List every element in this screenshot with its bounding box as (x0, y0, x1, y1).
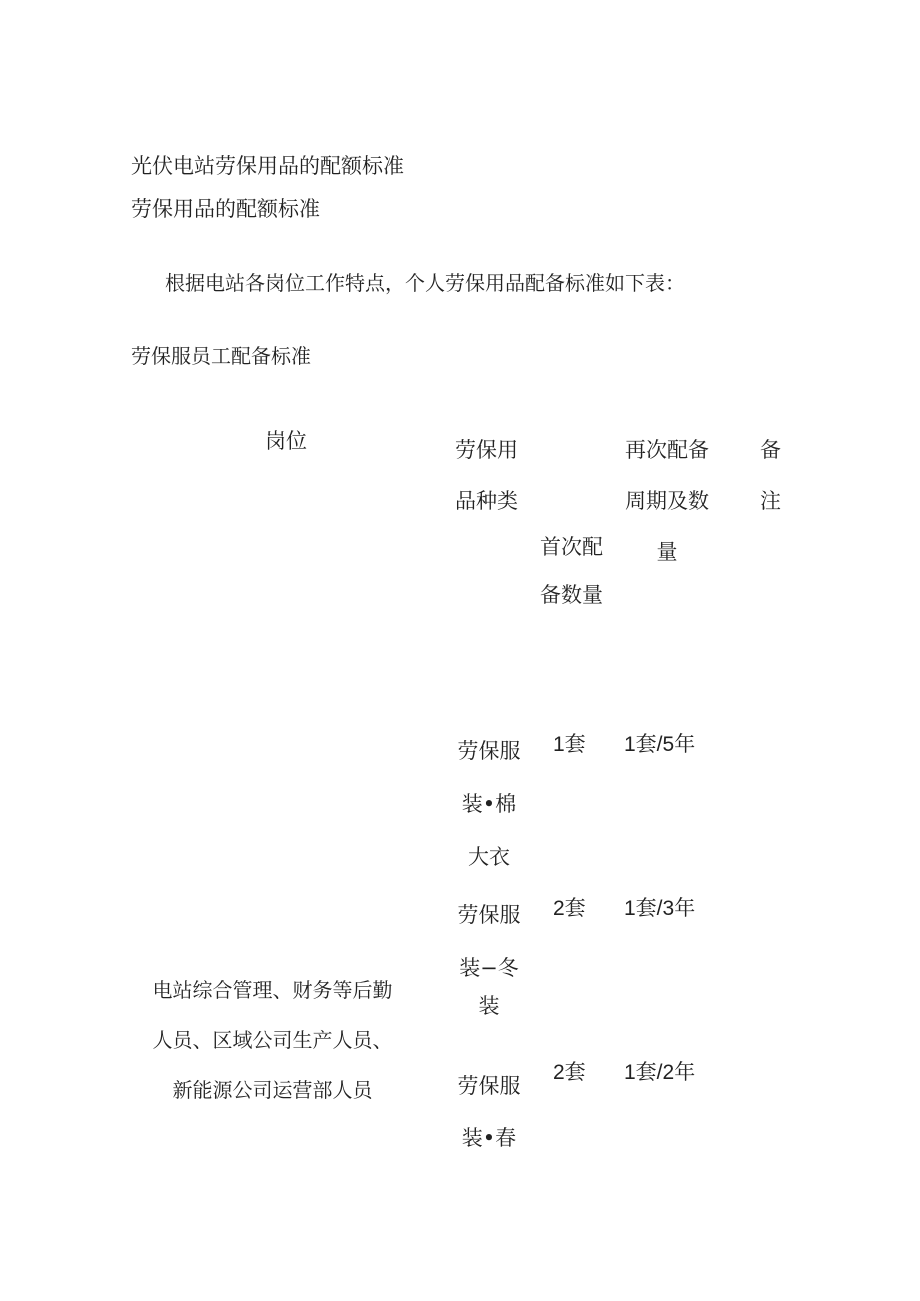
row-1-first-quantity: 1套 (553, 733, 586, 756)
intro-paragraph: 根据电站各岗位工作特点，个人劳保用品配备标准如下表： (165, 271, 685, 295)
row-1-item-type (456, 725, 522, 884)
row-1-item-type-line: 大衣 (468, 845, 510, 869)
header-first-quantity-line2: 备数量 (540, 583, 603, 607)
row-2-item-type-line: 装−冬 (459, 956, 519, 980)
header-note (760, 425, 781, 527)
header-note-line1: 备 (760, 438, 781, 462)
header-post: 岗位 (265, 429, 307, 453)
row-3-replacement-cycle: 1套/2年 (624, 1061, 696, 1084)
row-2-item-type-line: 装 (478, 994, 500, 1018)
row-2-first-quantity: 2套 (553, 897, 586, 920)
section-heading: 劳保服员工配备标准 (131, 344, 311, 368)
header-item-type (455, 425, 518, 527)
post-line: 人员、区域公司生产人员、 (152, 1028, 393, 1052)
row-post-description (130, 965, 415, 1115)
row-1-item-type-line: 劳保服 (457, 739, 521, 763)
document-subtitle: 劳保用品的配额标准 (131, 197, 320, 221)
post-line: 电站综合管理、财务等后勤 (152, 978, 393, 1002)
row-1-item-type-line: 装•棉 (461, 792, 517, 816)
row-1-replacement-cycle: 1套/5年 (624, 733, 696, 756)
row-3-item-type (456, 1060, 522, 1164)
header-item-type-line2: 品种类 (455, 489, 518, 513)
header-first-quantity-line1: 首次配 (540, 535, 603, 559)
row-3-item-type-line: 劳保服 (457, 1074, 521, 1098)
header-first-quantity (540, 523, 603, 619)
row-3-item-type-line: 装•春 (461, 1126, 517, 1150)
row-2-replacement-cycle: 1套/3年 (624, 897, 696, 920)
header-replacement-cycle-line3: 量 (656, 540, 678, 564)
document-title: 光伏电站劳保用品的配额标准 (131, 154, 404, 178)
row-3-first-quantity: 2套 (553, 1061, 586, 1084)
header-replacement-cycle-line2: 周期及数 (625, 489, 709, 513)
post-line: 新能源公司运营部人员 (172, 1078, 373, 1102)
header-note-line2: 注 (760, 489, 781, 513)
header-item-type-line1: 劳保用 (455, 438, 518, 462)
header-replacement-cycle-line1: 再次配备 (625, 438, 709, 462)
row-2-item-type (456, 889, 522, 1017)
row-2-item-type-line: 劳保服 (457, 903, 521, 927)
header-replacement-cycle (625, 425, 709, 578)
